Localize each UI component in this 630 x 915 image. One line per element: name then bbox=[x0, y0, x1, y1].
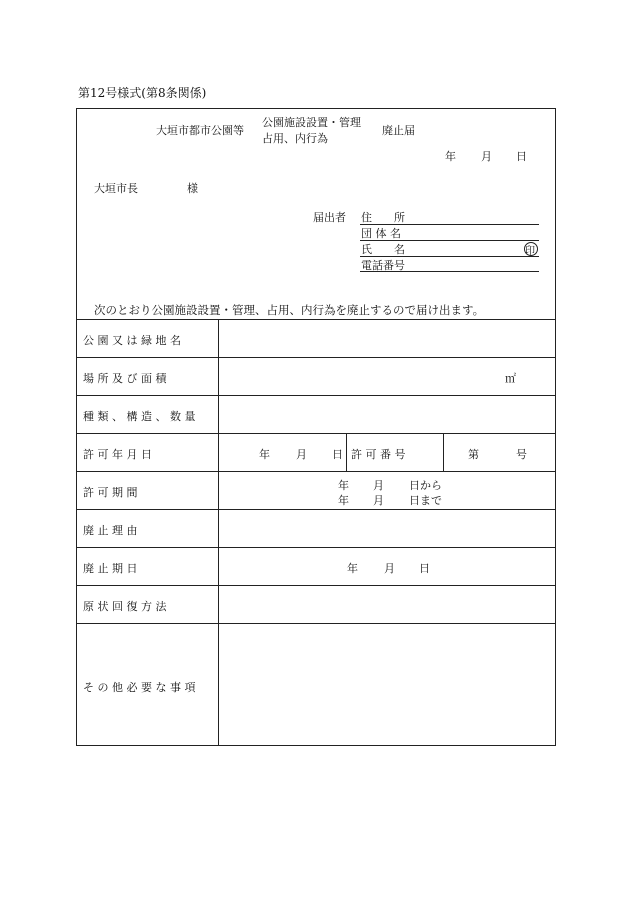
label-reason: 廃 止 理 由 bbox=[83, 524, 138, 537]
addressee-honorific: 様 bbox=[187, 182, 198, 195]
abolition-day: 日 bbox=[419, 562, 430, 575]
row-divider bbox=[76, 509, 556, 510]
applicant-name-label: 氏 名 bbox=[361, 243, 405, 256]
permit-number-suffix: 号 bbox=[516, 448, 527, 461]
row-divider bbox=[76, 395, 556, 396]
table-top-line bbox=[76, 319, 556, 320]
abolition-year: 年 bbox=[347, 562, 358, 575]
period-from-day: 日から bbox=[409, 479, 442, 492]
applicant-phone-label: 電話番号 bbox=[361, 259, 405, 272]
row-divider bbox=[76, 471, 556, 472]
period-to-year: 年 bbox=[338, 494, 349, 507]
row-divider bbox=[76, 433, 556, 434]
title-line1: 公園施設設置・管理 bbox=[262, 116, 361, 129]
period-from-year: 年 bbox=[338, 479, 349, 492]
permit-number-prefix: 第 bbox=[468, 448, 479, 461]
label-type: 種 類 、 構 造 、 数 量 bbox=[83, 410, 196, 423]
permit-column-divider bbox=[346, 433, 347, 471]
applicant-group-label: 団 体 名 bbox=[361, 227, 401, 240]
date-day: 日 bbox=[516, 150, 527, 163]
seal-text: 印 bbox=[525, 246, 535, 257]
date-year: 年 bbox=[445, 150, 456, 163]
permit-column-divider bbox=[443, 433, 444, 471]
form-frame bbox=[76, 108, 556, 746]
label-restoration: 原 状 回 復 方 法 bbox=[83, 600, 167, 613]
row-divider bbox=[76, 585, 556, 586]
label-other: そ の 他 必 要 な 事 項 bbox=[83, 681, 196, 694]
title-prefix: 大垣市都市公園等 bbox=[156, 124, 244, 137]
title-line2: 占用、内行為 bbox=[262, 132, 328, 145]
label-park: 公 園 又 は 緑 地 名 bbox=[83, 334, 181, 347]
area-unit: ㎡ bbox=[505, 372, 516, 385]
date-month: 月 bbox=[481, 150, 492, 163]
permit-date-day: 日 bbox=[332, 448, 343, 461]
row-divider bbox=[76, 357, 556, 358]
label-permit-number: 許 可 番 号 bbox=[351, 448, 406, 461]
applicant-address-label: 住 所 bbox=[361, 211, 405, 224]
abolition-month: 月 bbox=[384, 562, 395, 575]
title-suffix: 廃止届 bbox=[382, 124, 415, 137]
period-from-month: 月 bbox=[373, 479, 384, 492]
row-divider bbox=[76, 547, 556, 548]
label-abolition-date: 廃 止 期 日 bbox=[83, 562, 138, 575]
statement: 次のとおり公園施設設置・管理、占用、内行為を廃止するので届け出ます。 bbox=[94, 303, 485, 317]
label-column-divider bbox=[218, 319, 219, 746]
applicant-heading: 届出者 bbox=[313, 211, 346, 224]
period-to-month: 月 bbox=[373, 494, 384, 507]
permit-date-year: 年 bbox=[259, 448, 270, 461]
addressee-name: 大垣市長 bbox=[94, 182, 138, 195]
phone-underline bbox=[360, 271, 539, 272]
period-to-day: 日まで bbox=[409, 494, 442, 507]
label-location: 場 所 及 び 面 積 bbox=[83, 372, 167, 385]
form-number: 第12号様式(第8条関係) bbox=[78, 86, 207, 100]
label-permit-date: 許 可 年 月 日 bbox=[83, 448, 152, 461]
row-divider bbox=[76, 623, 556, 624]
permit-date-month: 月 bbox=[296, 448, 307, 461]
label-permit-period: 許 可 期 間 bbox=[83, 486, 138, 499]
